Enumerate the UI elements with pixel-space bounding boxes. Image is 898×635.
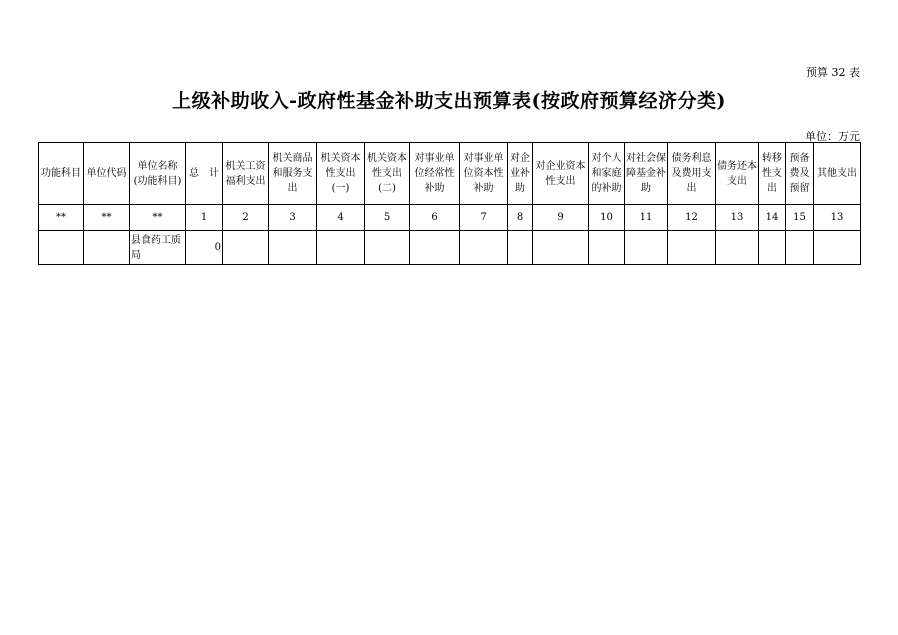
index-cell: 7 <box>460 205 508 231</box>
index-cell: 14 <box>759 205 786 231</box>
col-header-personal-family-subsidy: 对个人和家庭的补助 <box>589 143 625 205</box>
index-cell: 15 <box>786 205 814 231</box>
index-cell: 4 <box>317 205 365 231</box>
col-header-debt-principal: 债务还本支出 <box>716 143 759 205</box>
index-cell: 12 <box>668 205 716 231</box>
unit-label: 单位：万元 <box>805 130 860 143</box>
cell-institution-regular-subsidy <box>410 231 460 265</box>
col-header-capital-2: 机关资本性支出(二) <box>365 143 410 205</box>
col-header-unit-name: 单位名称(功能科目) <box>130 143 186 205</box>
col-header-goods-services: 机关商品和服务支出 <box>269 143 317 205</box>
budget-table <box>38 142 861 265</box>
cell-debt-interest <box>668 231 716 265</box>
index-cell: 13 <box>716 205 759 231</box>
index-cell: 2 <box>223 205 269 231</box>
col-header-salary-welfare: 机关工资福利支出 <box>223 143 269 205</box>
cell-debt-principal <box>716 231 759 265</box>
cell-unit-code <box>84 231 130 265</box>
cell-capital-2 <box>365 231 410 265</box>
cell-capital-1 <box>317 231 365 265</box>
form-number: 预算 32 表 <box>806 66 860 79</box>
col-header-enterprise-capital: 对企业资本性支出 <box>533 143 589 205</box>
index-cell: ** <box>130 205 186 231</box>
index-cell: 13 <box>814 205 861 231</box>
index-cell: 8 <box>508 205 533 231</box>
index-cell: 1 <box>186 205 223 231</box>
index-cell: 10 <box>589 205 625 231</box>
index-cell: 3 <box>269 205 317 231</box>
cell-salary-welfare <box>223 231 269 265</box>
col-header-function-subject: 功能科目 <box>39 143 84 205</box>
cell-institution-capital-subsidy <box>460 231 508 265</box>
col-header-total: 总 计 <box>186 143 223 205</box>
cell-transfer <box>759 231 786 265</box>
col-header-capital-1: 机关资本性支出(一) <box>317 143 365 205</box>
cell-enterprise-subsidy <box>508 231 533 265</box>
col-header-other: 其他支出 <box>814 143 861 205</box>
cell-unit-name: 县食药工质局 <box>130 231 186 265</box>
col-header-unit-code: 单位代码 <box>84 143 130 205</box>
index-cell: 11 <box>625 205 668 231</box>
cell-reserve <box>786 231 814 265</box>
index-cell: 6 <box>410 205 460 231</box>
page-title: 上级补助收入-政府性基金补助支出预算表(按政府预算经济分类) <box>172 90 726 112</box>
col-header-institution-capital-subsidy: 对事业单位资本性补助 <box>460 143 508 205</box>
cell-personal-family-subsidy <box>589 231 625 265</box>
cell-function-subject <box>39 231 84 265</box>
index-row <box>39 205 861 231</box>
cell-other <box>814 231 861 265</box>
header-row <box>39 143 861 205</box>
col-header-institution-regular-subsidy: 对事业单位经常性补助 <box>410 143 460 205</box>
index-cell: 9 <box>533 205 589 231</box>
col-header-reserve: 预备费及预留 <box>786 143 814 205</box>
cell-total: 0 <box>186 231 223 265</box>
cell-goods-services <box>269 231 317 265</box>
cell-enterprise-capital <box>533 231 589 265</box>
col-header-enterprise-subsidy: 对企业补助 <box>508 143 533 205</box>
index-cell: ** <box>39 205 84 231</box>
cell-social-security-subsidy <box>625 231 668 265</box>
table-row <box>39 231 861 265</box>
index-cell: ** <box>84 205 130 231</box>
col-header-transfer: 转移性支出 <box>759 143 786 205</box>
index-cell: 5 <box>365 205 410 231</box>
col-header-social-security-subsidy: 对社会保障基金补助 <box>625 143 668 205</box>
col-header-debt-interest: 债务利息及费用支出 <box>668 143 716 205</box>
